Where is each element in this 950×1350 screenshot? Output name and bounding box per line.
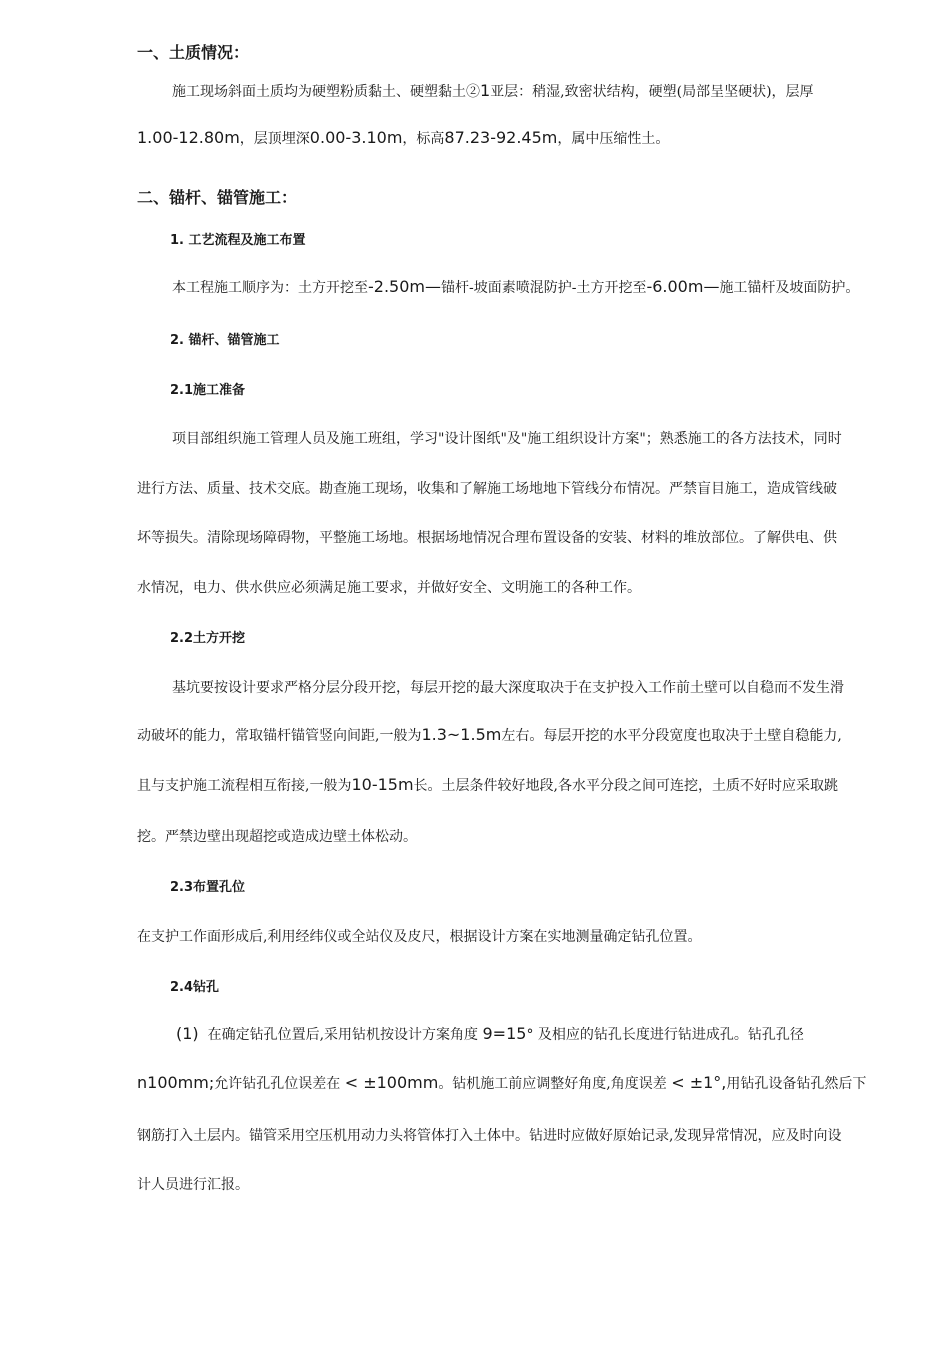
- preparation-line-3: 坏等损失。清除现场障碍物，平整施工场地。根据场地情况合理布置设备的安装、材料的堆放部位。了解供电、供: [137, 530, 837, 546]
- heading-soil: 一、土质情况：: [137, 43, 250, 62]
- soil-paragraph-line-1: 施工现场斜面土质均为硬塑粉质黏土、硬塑黏土②1亚层：稍湿,致密状结构，硬塑(局部呈坚硬状)，层厚: [172, 81, 814, 100]
- subheading-preparation: 2.1施工准备: [170, 383, 246, 398]
- drilling-line-4: 计人员进行汇报。: [137, 1177, 249, 1193]
- drilling-line-3: 钢筋打入土层内。锚管采用空压机用动力头将管体打入土体中。钻进时应做好原始记录,发现异常情况，应及时向设: [137, 1128, 842, 1144]
- excavation-line-3: 且与支护施工流程相互衔接,一般为10-15m长。土层条件较好地段,各水平分段之间可连挖，土质不好时应采取跳: [137, 775, 838, 794]
- excavation-line-2: 动破坏的能力，常取锚杆锚管竖向间距,一般为1.3~1.5m左右。每层开挖的水平分段宽度也取决于土壁自稳能力,: [137, 725, 842, 744]
- preparation-line-4: 水情况，电力、供水供应必须满足施工要求，并做好安全、文明施工的各种工作。: [137, 580, 641, 596]
- excavation-line-4: 挖。严禁边壁出现超挖或造成边壁土体松动。: [137, 829, 417, 845]
- drilling-line-2: n100mm;允许钻孔孔位误差在 < ±100mm。钻机施工前应调整好角度,角度误差 < ±1°,用钻孔设备钻孔然后下: [137, 1073, 867, 1092]
- hole-layout-line-1: 在支护工作面形成后,利用经纬仪或全站仪及皮尺，根据设计方案在实地测量确定钻孔位置。: [137, 929, 702, 945]
- subheading-excavation: 2.2土方开挖: [170, 631, 246, 646]
- drilling-line-1: (1) 在确定钻孔位置后,采用钻机按设计方案角度 9=15° 及相应的钻孔长度进行钻进成孔。钻孔孔径: [176, 1024, 804, 1043]
- subheading-anchor-construction: 2. 锚杆、锚管施工: [170, 333, 280, 348]
- process-paragraph: 本工程施工顺序为：土方开挖至-2.50m—锚杆-坡面素喷混防护-土方开挖至-6.00m—施工锚杆及坡面防护。: [172, 277, 860, 296]
- subheading-hole-layout: 2.3布置孔位: [170, 880, 246, 895]
- subheading-process: 1. 工艺流程及施工布置: [170, 233, 306, 248]
- preparation-line-2: 进行方法、质量、技术交底。勘查施工现场，收集和了解施工场地地下管线分布情况。严禁盲目施工，造成管线破: [137, 481, 837, 497]
- heading-anchor: 二、锚杆、锚管施工：: [137, 188, 298, 207]
- subheading-drilling: 2.4钻孔: [170, 980, 220, 995]
- excavation-line-1: 基坑要按设计要求严格分层分段开挖，每层开挖的最大深度取决于在支护投入工作前土壁可以自稳而不发生滑: [172, 680, 844, 696]
- preparation-line-1: 项目部组织施工管理人员及施工班组，学习"设计图纸"及"施工组织设计方案"；熟悉施工的各方法技术，同时: [172, 431, 842, 447]
- soil-paragraph-line-2: 1.00-12.80m，层顶埋深0.00-3.10m，标高87.23-92.45m，属中压缩性土。: [137, 128, 670, 147]
